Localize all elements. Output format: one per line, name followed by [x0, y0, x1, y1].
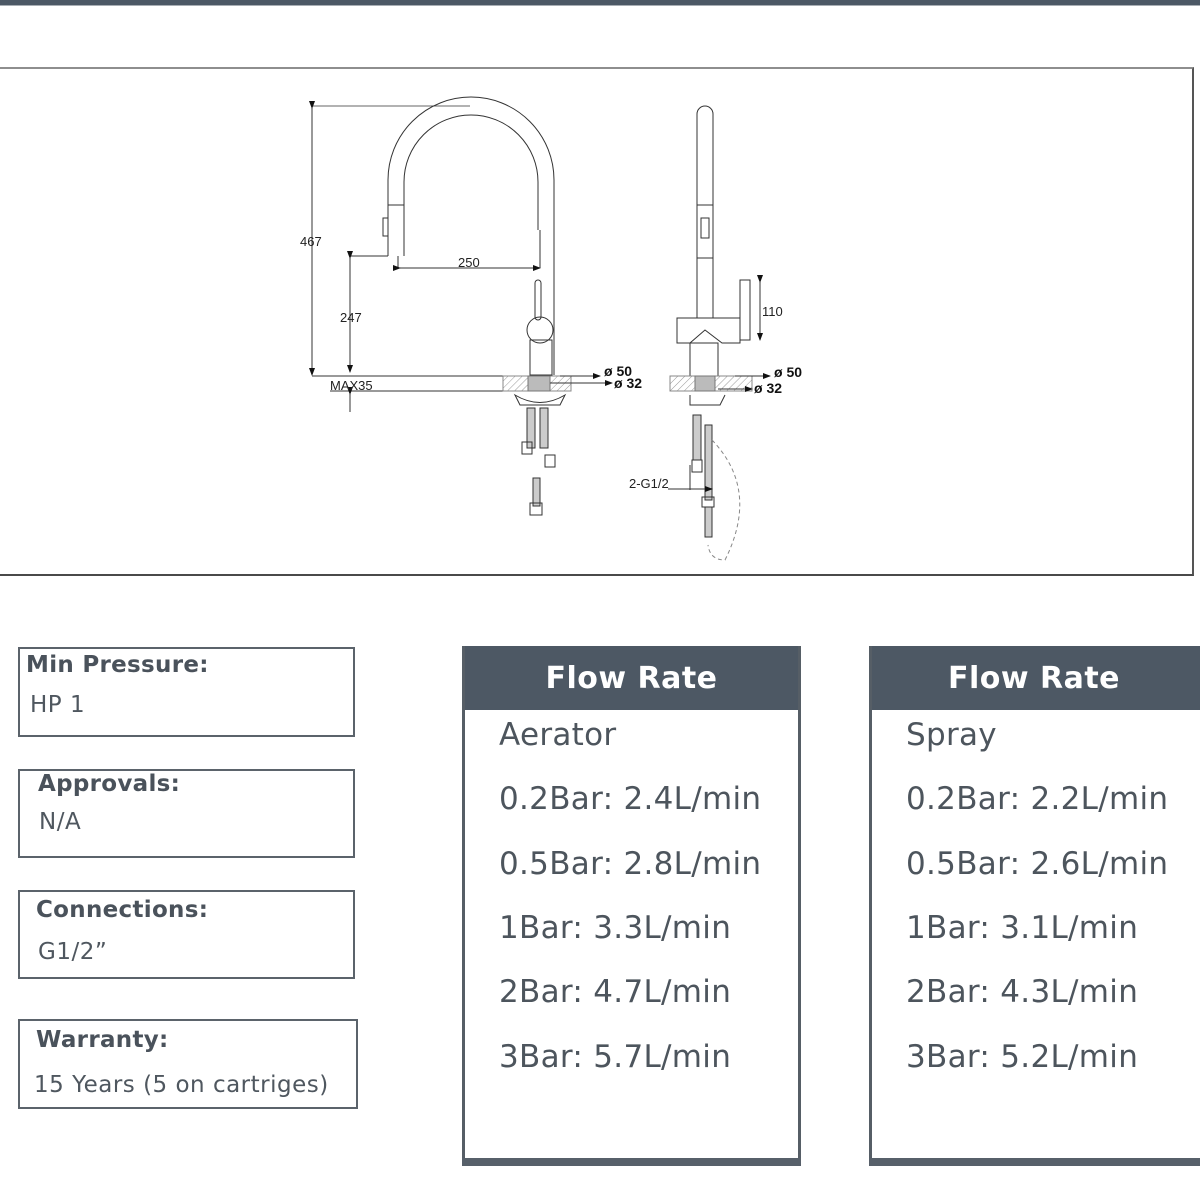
flow-mode: Aerator — [499, 717, 617, 753]
flow-rate-card-spray — [869, 646, 1200, 1166]
dim-max-deck: MAX35 — [330, 378, 373, 393]
spec-approvals — [18, 769, 355, 858]
flow-row: 2Bar: 4.3L/min — [906, 974, 1139, 1010]
flow-row: 1Bar: 3.1L/min — [906, 910, 1139, 946]
side-view — [668, 106, 770, 560]
flow-card-footer-bar — [869, 1158, 1200, 1166]
spec-value: G1/2” — [38, 939, 108, 965]
flow-row: 3Bar: 5.7L/min — [499, 1039, 732, 1075]
spec-label: Warranty: — [36, 1027, 169, 1053]
spec-connections — [18, 890, 355, 979]
dim-total-height: 467 — [300, 234, 322, 249]
front-view — [312, 97, 612, 515]
spec-value: 15 Years (5 on cartriges) — [34, 1072, 329, 1098]
flow-row: 0.2Bar: 2.4L/min — [499, 781, 762, 817]
spec-warranty — [18, 1019, 358, 1109]
dim-handle-height: 110 — [762, 304, 783, 319]
flow-mode: Spray — [906, 717, 997, 753]
dim-side-hole-outer: ø 50 — [774, 364, 803, 380]
dim-side-hole-inner: ø 32 — [754, 380, 783, 396]
dim-spout-height: 247 — [340, 310, 362, 325]
flow-rate-title: Flow Rate — [872, 646, 1200, 710]
flow-row: 1Bar: 3.3L/min — [499, 910, 732, 946]
dim-spout-reach: 250 — [458, 255, 480, 270]
dim-connection: 2-G1/2 — [629, 476, 669, 491]
flow-row: 3Bar: 5.2L/min — [906, 1039, 1139, 1075]
flow-row: 0.5Bar: 2.8L/min — [499, 846, 762, 882]
flow-row: 2Bar: 4.7L/min — [499, 974, 732, 1010]
spec-min-pressure — [18, 647, 355, 737]
spec-label: Approvals: — [38, 771, 181, 797]
spec-value: HP 1 — [30, 692, 86, 718]
dim-front-hole-inner: ø 32 — [614, 375, 643, 391]
spec-label: Connections: — [36, 897, 209, 923]
flow-row: 0.5Bar: 2.6L/min — [906, 846, 1169, 882]
flow-rate-card-aerator — [462, 646, 801, 1166]
spec-label: Min Pressure: — [26, 652, 209, 678]
spec-value: N/A — [39, 809, 82, 835]
flow-rate-title: Flow Rate — [465, 646, 798, 710]
flow-row: 0.2Bar: 2.2L/min — [906, 781, 1169, 817]
dim-front-hole-outer: ø 50 — [604, 363, 633, 379]
flow-card-footer-bar — [462, 1158, 801, 1166]
